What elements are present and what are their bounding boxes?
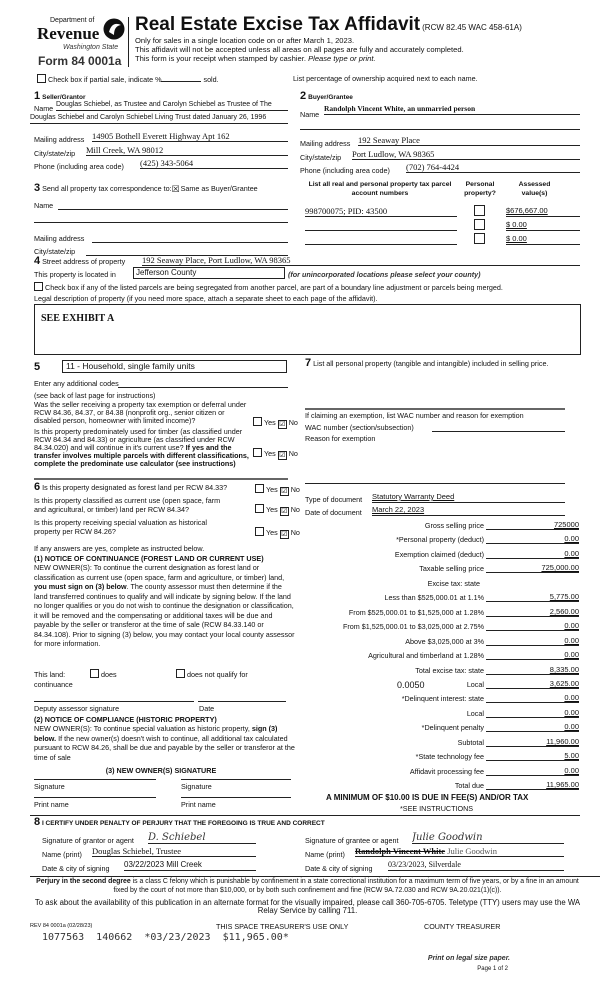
corr-city-label: City/state/zip (34, 247, 76, 256)
seller-city-label: City/state/zip (34, 149, 76, 158)
no-label: No (290, 485, 300, 494)
signature-label-2: Signature (181, 782, 212, 791)
legal-description-box[interactable] (34, 304, 581, 355)
historic-question: Is this property receiving special valuation as historical property per RCW 84.26? (34, 518, 207, 536)
corr-name-field[interactable] (58, 209, 288, 210)
washington-state-text: Washington State (63, 44, 119, 51)
county-treasurer-text: COUNTY TREASURER (424, 922, 501, 931)
buyer-name-field[interactable]: Randolph Vincent White, an unmarried person (324, 104, 580, 115)
timber-question (34, 428, 250, 468)
tax-row-label: Local (466, 709, 484, 718)
additional-codes-field[interactable] (118, 387, 288, 388)
leader-line (486, 731, 513, 732)
segregated-label: Check box if any of the listed parcels are being segregated from another parcel, are part of a boundary line adjustment or parcels being merged. (45, 283, 503, 292)
does-checkbox[interactable] (90, 669, 99, 678)
grantor-sig-label: Signature of grantor or agent (42, 836, 134, 845)
current-use-question: Is this property classified as current use (open space, farm and agricultural, or timber) land per RCW 84.34? (34, 496, 221, 514)
tax-row-value[interactable]: 0.00 (513, 693, 579, 703)
tax-row-value[interactable]: 5.00 (513, 751, 579, 761)
partial-sale-checkbox[interactable] (37, 74, 46, 83)
n1-text-b: . The county assessor must then determine if the land transferred continues to qualify and will indicate by signing below. If the land no longer qualifies or you do not wish to continue the designation or classification, it will be removed and the compensating or additional taxes will be due and payable by the seller or transferor at the time of sale (RCW 84.33.140 or 84.34.108). Prior to signing (3) below, you may contact your local county assessor for more information. (34, 582, 295, 648)
perjury-notice (30, 878, 585, 895)
yes-label: Yes (266, 528, 278, 537)
tax-row-value[interactable]: 725000 (513, 520, 579, 530)
form-number: Form 84 0001a (38, 54, 122, 68)
tax-row-value[interactable]: 0.00 (513, 534, 579, 544)
section-4-number: 4 (34, 255, 41, 267)
reason-field[interactable] (305, 483, 565, 484)
leader-line (486, 789, 513, 790)
grantee-name-struck: Randolph Vincent White (355, 846, 446, 856)
form-title: Real Estate Excise Tax Affidavit (135, 14, 421, 35)
personal-property-field[interactable] (305, 408, 565, 410)
tax-row-value[interactable]: 0.00 (513, 722, 579, 732)
county-note: (for unincorporated locations please select your county) (288, 270, 481, 279)
corr-mailing-field[interactable] (92, 242, 288, 243)
if-yes-text: If any answers are yes, complete as instructed below. (34, 544, 205, 553)
q6-3-yes-no (255, 527, 300, 539)
partial-sale-row (37, 74, 219, 84)
located-in-label: This property is located in (34, 270, 116, 279)
no-label: No (290, 505, 300, 514)
section-6-number: 6 (34, 481, 41, 493)
seller-phone-label: Phone (including area code) (34, 162, 124, 171)
form-title-ref: (RCW 82.45 WAC 458-61A) (422, 23, 522, 32)
header-line-3-wrap (135, 54, 376, 63)
buyer-phone-label: Phone (including area code) (300, 166, 390, 175)
segregated-checkbox[interactable] (34, 282, 43, 291)
leader-line (486, 746, 513, 747)
tax-row-value[interactable]: 5,775.00 (513, 592, 579, 602)
street-address-field[interactable]: 192 Seaway Place, Port Ludlow, WA 98365 (142, 255, 580, 266)
tax-row-value[interactable]: 0.00 (513, 650, 579, 660)
print-name-label-2: Print name (181, 800, 216, 809)
does-not-label: does not qualify for (187, 670, 248, 679)
timber-question-text: Is this property predominately used for timber (as classified under RCW 84.34 and 84.33) or agriculture (as classified under RCW 84.34.020) and will continue in it's current use? (34, 427, 243, 452)
section-1-number: 1 (34, 90, 41, 102)
seller-mailing-label: Mailing address (34, 135, 85, 144)
owner-signature-2-field[interactable] (181, 779, 291, 780)
tax-row-label: *Personal property (deduct) (396, 535, 484, 544)
section-2-number: 2 (300, 90, 307, 102)
wac-field[interactable] (432, 431, 565, 432)
parcel-col-header: List all real and personal property tax parcel account numbers (308, 181, 452, 197)
corr-name-line-2[interactable] (34, 222, 288, 223)
timber-question-bold: If yes and the transfer involves multiple parcels with different classifications, complete the predominate use calculator (see instructions) (34, 443, 249, 468)
forest-question (34, 481, 227, 493)
county-select[interactable]: Jefferson County (133, 267, 285, 279)
personal-property-checkbox-2[interactable] (474, 219, 485, 230)
grantor-name-field[interactable]: Douglas Schiebel, Trustee (92, 846, 256, 857)
buyer-phone-field[interactable]: (702) 764-4424 (406, 162, 580, 173)
grantee-sig-label: Signature of grantee or agent (305, 836, 399, 845)
buyer-mailing-label: Mailing address (300, 139, 351, 148)
correspondence-label: Send all property tax correspondence to: (42, 184, 172, 193)
tax-row-value[interactable]: 8,335.00 (513, 665, 579, 675)
tax-row-value[interactable]: 725,000.00 (513, 563, 579, 573)
same-as-buyer-label: Same as Buyer/Grantee (180, 184, 258, 193)
buyer-name-label: Name (300, 110, 320, 119)
partial-sale-label: Check box if partial sale, indicate % (48, 75, 162, 84)
q6-2-yes-no (255, 504, 300, 516)
grantee-signature[interactable]: Julie Goodwin (412, 832, 564, 844)
yes-label: Yes (266, 505, 278, 514)
yes-label: Yes (266, 485, 278, 494)
doc-date-label: Date of document (305, 508, 362, 517)
leader-line (486, 543, 513, 544)
q2-yes-no (253, 448, 298, 460)
leader-line (486, 572, 513, 573)
tax-row-label: Subtotal (457, 738, 484, 747)
leader-line (486, 702, 513, 703)
print-name-label-1: Print name (34, 800, 69, 809)
notice-continuance-title: (1) NOTICE OF CONTINUANCE (FOREST LAND OR CURRENT USE) (34, 554, 264, 563)
exempt-label: If claiming an exemption, list WAC number and reason for exemption (305, 411, 524, 420)
owner-print-2-field[interactable] (181, 797, 291, 798)
legal-description-label: Legal description of property (if you need more space, attach a separate sheet to each page of the affidavit). (34, 294, 378, 303)
seller-name-label: Name (34, 104, 54, 113)
header-line-3: This form is your receipt when stamped by cashier. (135, 54, 306, 63)
leader-line (486, 775, 513, 776)
personal-property-label (305, 359, 590, 368)
tax-row-label: Gross selling price (424, 521, 484, 530)
deputy-label: Deputy assessor signature (34, 704, 120, 713)
buyer-heading-label: Buyer/Grantee (308, 94, 353, 101)
section-divider (34, 478, 288, 480)
q1-no-checkbox[interactable]: ☑ (279, 421, 286, 428)
q6-1-yes-checkbox[interactable] (255, 484, 264, 493)
notice-compliance-title: (2) NOTICE OF COMPLIANCE (HISTORIC PROPERTY) (34, 715, 217, 724)
correspondence-row (34, 182, 258, 194)
same-as-buyer-checkbox[interactable]: ☒ (171, 184, 180, 194)
leader-line (486, 674, 513, 675)
grantee-name-label: Name (print) (305, 850, 345, 859)
page-number: Page 1 of 2 (477, 966, 508, 972)
revenue-logo-text: Revenue (37, 24, 100, 43)
leader-line (486, 601, 513, 602)
tax-row-label: Above $3,025,000 at 3% (405, 637, 484, 646)
section-7-number: 7 (305, 357, 312, 369)
continuance-label: continuance (34, 680, 73, 689)
buyer-mailing-field[interactable]: 192 Seaway Place (358, 135, 580, 146)
tax-row-label: From $1,525,000.01 to $3,025,000 at 2.75% (342, 622, 484, 631)
legal-description-text: SEE EXHIBIT A (41, 313, 115, 324)
tax-row-value[interactable]: 0.00 (513, 621, 579, 631)
tax-row-value[interactable]: 0.00 (513, 549, 579, 559)
leader-line (486, 659, 513, 660)
seller-name-line-2[interactable]: Douglas Schiebel and Carolyn Schiebel Living Trust dated January 26, 1996 (30, 113, 288, 124)
buyer-name-line-2[interactable] (300, 129, 580, 130)
minimum-due-note: A MINIMUM OF $10.00 IS DUE IN FEE(S) AND/OR TAX (326, 793, 529, 802)
doc-type-field[interactable]: Statutory Warranty Deed (372, 492, 565, 503)
tax-row-label: Affidavit processing fee (409, 767, 484, 776)
q6-2-yes-checkbox[interactable] (255, 504, 264, 513)
leader-line (486, 688, 513, 689)
does-not-option (176, 669, 248, 679)
additional-codes-label: Enter any additional codes (34, 379, 119, 388)
tax-row-value[interactable]: 3,625.00 (513, 679, 579, 689)
tax-row-label: Local (466, 680, 484, 689)
assessed-value-2[interactable]: $ 0.00 (506, 220, 580, 231)
see-back-text: (see back of last page for instructions) (34, 391, 156, 400)
grantee-name-print: Julie Goodwin (447, 846, 498, 856)
grantor-date-field[interactable]: 03/22/2023 Mill Creek (124, 860, 256, 871)
deputy-date-label: Date (199, 704, 215, 713)
leader-line (486, 630, 513, 631)
doc-date-field[interactable]: March 22, 2023 (372, 505, 565, 516)
grantor-name-label: Name (print) (42, 850, 82, 859)
section-8-number: 8 (34, 816, 41, 828)
buyer-city-label: City/state/zip (300, 153, 342, 162)
personal-property-checkbox-3[interactable] (474, 233, 485, 244)
land-use-code-select[interactable]: 11 - Household, single family units (62, 360, 287, 373)
tax-row-label: *Delinquent interest: state (401, 694, 484, 703)
seller-phone-field[interactable]: (425) 343-5064 (140, 158, 288, 169)
revision-text: REV 84 0001a (02/28/23) (30, 923, 93, 929)
seller-city-field[interactable]: Mill Creek, WA 98012 (86, 145, 288, 156)
deputy-signature-field[interactable] (34, 701, 194, 702)
does-label: does (101, 670, 117, 679)
treasurer-use-text: THIS SPACE TREASURER'S USE ONLY (216, 922, 349, 931)
n2-text-a: NEW OWNER(S): To continue special valuation as historic property, (34, 724, 252, 733)
tax-row-label: Agricultural and timberland at 1.28% (368, 651, 484, 660)
parcel-row-2[interactable] (305, 220, 457, 231)
form-title-wrap (135, 14, 522, 36)
dor-logo-icon (103, 16, 125, 42)
notice-compliance-text (34, 724, 296, 762)
reason-label: Reason for exemption (305, 434, 376, 443)
tax-row-value[interactable]: 0.00 (513, 636, 579, 646)
q6-2-no-checkbox[interactable]: ☑ (281, 508, 288, 515)
does-option (90, 669, 117, 679)
tax-row-label: Total due (454, 781, 484, 790)
grantor-signature[interactable]: D. Schiebel (148, 832, 256, 844)
owner-print-1-field[interactable] (34, 797, 156, 798)
partial-percent-field[interactable] (161, 81, 201, 82)
n1-text-a: NEW OWNER(S): To continue the current designation as forest land or classification as current use (open space, farm and agriculture, or timber) land, (34, 563, 285, 582)
new-owner-signature-title: (3) NEW OWNER(S) SIGNATURE (105, 766, 217, 775)
tax-row-label: Less than $525,000.01 at 1.1% (384, 593, 484, 602)
leader-line (486, 558, 513, 559)
parcel-row-3[interactable] (305, 234, 457, 245)
cashier-stamp: 1077563 140662 *03/23/2023 $11,965.00* (42, 932, 289, 943)
section-7-text: List all personal property (tangible and intangible) included in selling price. (313, 359, 549, 368)
dept-of-text: Department of (50, 17, 95, 24)
tax-row-label: *Delinquent penalty (421, 723, 484, 732)
certify-heading (34, 816, 325, 828)
tax-row-value[interactable]: 0.00 (513, 766, 579, 776)
q6-1-no-checkbox[interactable]: ☑ (281, 488, 288, 495)
forest-question-text: Is this property designated as forest land per RCW 84.33? (42, 483, 228, 492)
yes-label: Yes (264, 449, 276, 458)
street-label: Street address of property (42, 257, 126, 266)
tax-row-label: From $525,000.01 to $1,525,000 at 1.28% (348, 608, 484, 617)
tax-row-value[interactable]: 0.00 (513, 708, 579, 718)
perjury-text: is a class C felony which is punishable by confinement in a state correctional institution for a maximum term of five years, or by a fine in an amount fixed by the court of not more than $10,000, or by both such confinement and fine (RCW 9A.72.030 and RCW 9A.20.021(1)(c)). (113, 878, 579, 894)
grantor-date-label: Date & city of signing (42, 864, 110, 873)
personal-col-header: Personal property? (464, 181, 496, 197)
yes-label: Yes (264, 418, 276, 427)
wac-label: WAC number (section/subsection) (305, 423, 414, 432)
leader-line (486, 760, 513, 761)
header-line-2: This affidavit will not be accepted unless all areas on all pages are fully and accurately completed. (135, 45, 464, 54)
tax-row-label: Total excise tax: state (415, 666, 484, 675)
q2-yes-checkbox[interactable] (253, 448, 262, 457)
ownership-note: List percentage of ownership acquired next to each name. (293, 74, 478, 83)
no-label: No (288, 418, 298, 427)
certify-text: I CERTIFY UNDER PENALTY OF PERJURY THAT THE FOREGOING IS TRUE AND CORRECT (41, 820, 325, 827)
q2-no-checkbox[interactable]: ☑ (279, 452, 286, 459)
n1-text-bold: you must sign on (3) below (34, 582, 127, 591)
header-line-1: Only for sales in a single location code on or after March 1, 2023. (135, 36, 355, 45)
seller-mailing-field[interactable]: 14905 Bothell Everett Highway Apt 162 (92, 131, 288, 142)
q6-3-no-checkbox[interactable]: ☑ (281, 531, 288, 538)
q1-yes-no (253, 417, 298, 429)
grantee-name-field[interactable] (355, 846, 564, 857)
section-5-number: 5 (34, 361, 41, 373)
n2-text-b: If the new owner(s) doesn't wish to continue, all additional tax calculated pursuant to RCW 84.26, shall be due and payable by the seller or transferor at the time of sale (34, 733, 295, 762)
tax-row-label: Taxable selling price (419, 564, 484, 573)
doc-type-label: Type of document (305, 495, 363, 504)
grantee-date-label: Date & city of signing (305, 864, 373, 873)
accessibility-notice: To ask about the availability of this publication in an alternate format for the visually impaired, please call 360-705-6705. Teletype (TTY) users may use the WA Relay Service by calling 711. (34, 898, 581, 915)
tax-row-value[interactable]: 11,965.00 (513, 780, 579, 790)
tax-row-value[interactable]: 11,960.00 (513, 737, 579, 747)
leader-line (486, 717, 513, 718)
q6-3-yes-checkbox[interactable] (255, 527, 264, 536)
seller-name-line-1[interactable]: Douglas Schiebel, as Trustee and Carolyn Schiebel as Trustee of The (56, 100, 288, 111)
q6-1-yes-no (255, 484, 300, 496)
no-label: No (290, 528, 300, 537)
section-3-number: 3 (34, 182, 41, 194)
tax-row-label: *State technology fee (415, 752, 484, 761)
leader-line (486, 645, 513, 646)
segregated-row (34, 282, 503, 292)
n2-text-bold: sign (3) below. (34, 724, 278, 743)
local-rate: 0.0050 (397, 680, 425, 690)
deputy-date-field[interactable] (198, 701, 286, 702)
perjury-bold: Perjury in the second degree (36, 878, 131, 885)
header-line-3-italic: Please type or print. (308, 54, 376, 63)
header-divider (128, 17, 129, 67)
leader-line (486, 529, 513, 530)
does-not-checkbox[interactable] (176, 669, 185, 678)
buyer-heading (300, 90, 353, 102)
exemption-question: Was the seller receiving a property tax exemption or deferral under RCW 84.36, 84.37, or 84.38 (nonprofit org., senior citizen or disabled person, homeowner with limited income)? (34, 400, 247, 425)
parcel-row-1[interactable]: 998700075; PID: 43500 (305, 206, 457, 217)
signature-label-1: Signature (34, 782, 65, 791)
assessed-value-1[interactable]: $676,667.00 (506, 206, 580, 217)
tax-row-label: Exemption claimed (deduct) (394, 550, 484, 559)
seller-heading-label: Seller/Grantor (42, 94, 86, 101)
tax-row-label: Excise tax: state (427, 579, 480, 588)
this-land-label: This land: (34, 670, 66, 679)
leader-line (486, 616, 513, 617)
q1-yes-checkbox[interactable] (253, 417, 262, 426)
buyer-city-field[interactable]: Port Ludlow, WA 98365 (352, 149, 580, 160)
owner-signature-1-field[interactable] (34, 779, 156, 780)
assessed-value-3[interactable]: $ 0.00 (506, 234, 580, 245)
corr-mailing-label: Mailing address (34, 234, 85, 243)
see-instructions: *SEE INSTRUCTIONS (400, 804, 474, 813)
street-label-wrap (34, 255, 125, 267)
footer-divider (30, 876, 600, 877)
sold-label: sold. (203, 75, 219, 84)
tax-row-value[interactable]: 2,560.00 (513, 607, 579, 617)
no-label: No (288, 449, 298, 458)
assessed-col-header: Assessed value(s) (518, 181, 551, 197)
corr-name-label: Name (34, 201, 54, 210)
notice-continuance-text (34, 563, 296, 649)
grantee-date-field[interactable]: 03/23/2023, Silverdale (388, 860, 564, 871)
print-legal-note: Print on legal size paper. (427, 955, 510, 962)
personal-property-checkbox-1[interactable] (474, 205, 485, 216)
